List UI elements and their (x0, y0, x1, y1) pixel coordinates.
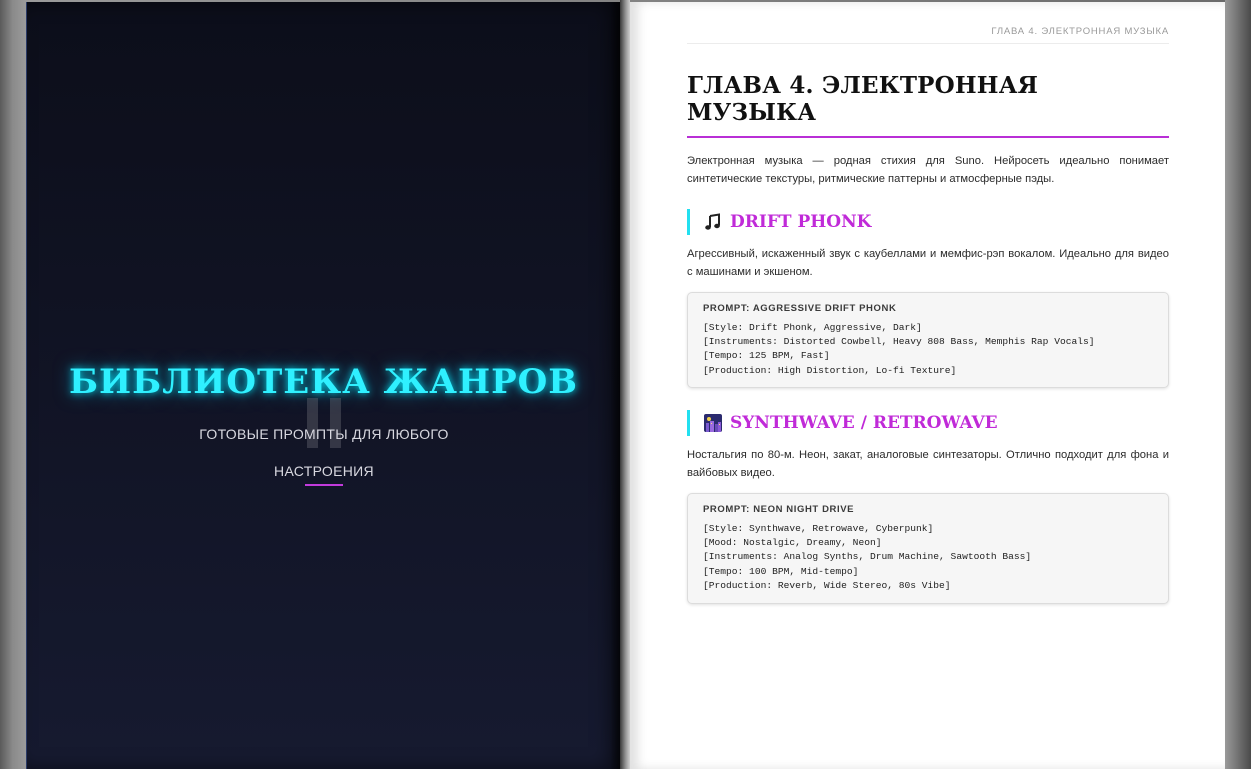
cover-title: БИБЛИОТЕКА ЖАНРОВ (68, 362, 579, 402)
section-description: Ностальгия по 80-м. Неон, закат, аналоговые синтезаторы. Отлично подходит для фона и вайбовых видео. (687, 449, 1169, 479)
section-description: Агрессивный, искаженный звук с каубеллами и мемфис-рэп вокалом. Идеально для видео с машинами и экшеном. (687, 248, 1169, 278)
right-page-content (630, 2, 1225, 769)
prompt-line: [Style: Synthwave, Retrowave, Cyberpunk] (703, 523, 934, 534)
city-night-icon (704, 414, 722, 432)
music-note-icon (704, 213, 722, 231)
left-page-cover (26, 2, 620, 769)
section-title: DRIFT PHONK (730, 212, 872, 232)
section-heading-synthwave (687, 410, 1169, 436)
running-header: ГЛАВА 4. ЭЛЕКТРОННАЯ МУЗЫКА (687, 26, 1169, 44)
chapter-intro: Электронная музыка — родная стихия для Suno. Нейросеть идеально понимает синтетические текстуры, ритмические паттерны и атмосферные пэды. (687, 155, 1169, 185)
prompt-title: PROMPT: NEON NIGHT DRIVE (703, 504, 855, 515)
prompt-line: [Instruments: Distorted Cowbell, Heavy 808 Bass, Memphis Rap Vocals] (703, 336, 1095, 348)
section-title: SYNTHWAVE / RETROWAVE (730, 413, 998, 433)
page-spine-shadow (610, 2, 620, 769)
prompt-line: [Mood: Nostalgic, Dreamy, Neon] (703, 537, 882, 549)
section-heading-drift-phonk (687, 209, 1169, 235)
prompt-line: [Style: Drift Phonk, Aggressive, Dark] (703, 322, 922, 333)
prompt-title: PROMPT: AGGRESSIVE DRIFT PHONK (703, 303, 897, 314)
book-gutter (620, 0, 630, 769)
cover-divider (305, 484, 343, 486)
prompt-line: [Tempo: 125 BPM, Fast] (703, 350, 830, 362)
prompt-box-synthwave (687, 493, 1169, 604)
chapter-title: ГЛАВА 4. ЭЛЕКТРОННАЯ МУЗЫКА (687, 72, 1169, 138)
page-edge (1225, 0, 1251, 769)
prompt-line: [Instruments: Analog Synths, Drum Machine, Sawtooth Bass] (703, 551, 1032, 563)
prompt-line: [Tempo: 100 BPM, Mid-tempo] (703, 565, 859, 577)
cover-subtitle: ГОТОВЫЕ ПРОМПТЫ ДЛЯ ЛЮБОГО НАСТРОЕНИЯ (199, 426, 449, 479)
prompt-box-drift-phonk (687, 292, 1169, 388)
prompt-line: [Production: High Distortion, Lo-fi Texture] (703, 364, 957, 376)
prompt-line: [Production: Reverb, Wide Stereo, 80s Vibe] (703, 579, 951, 591)
